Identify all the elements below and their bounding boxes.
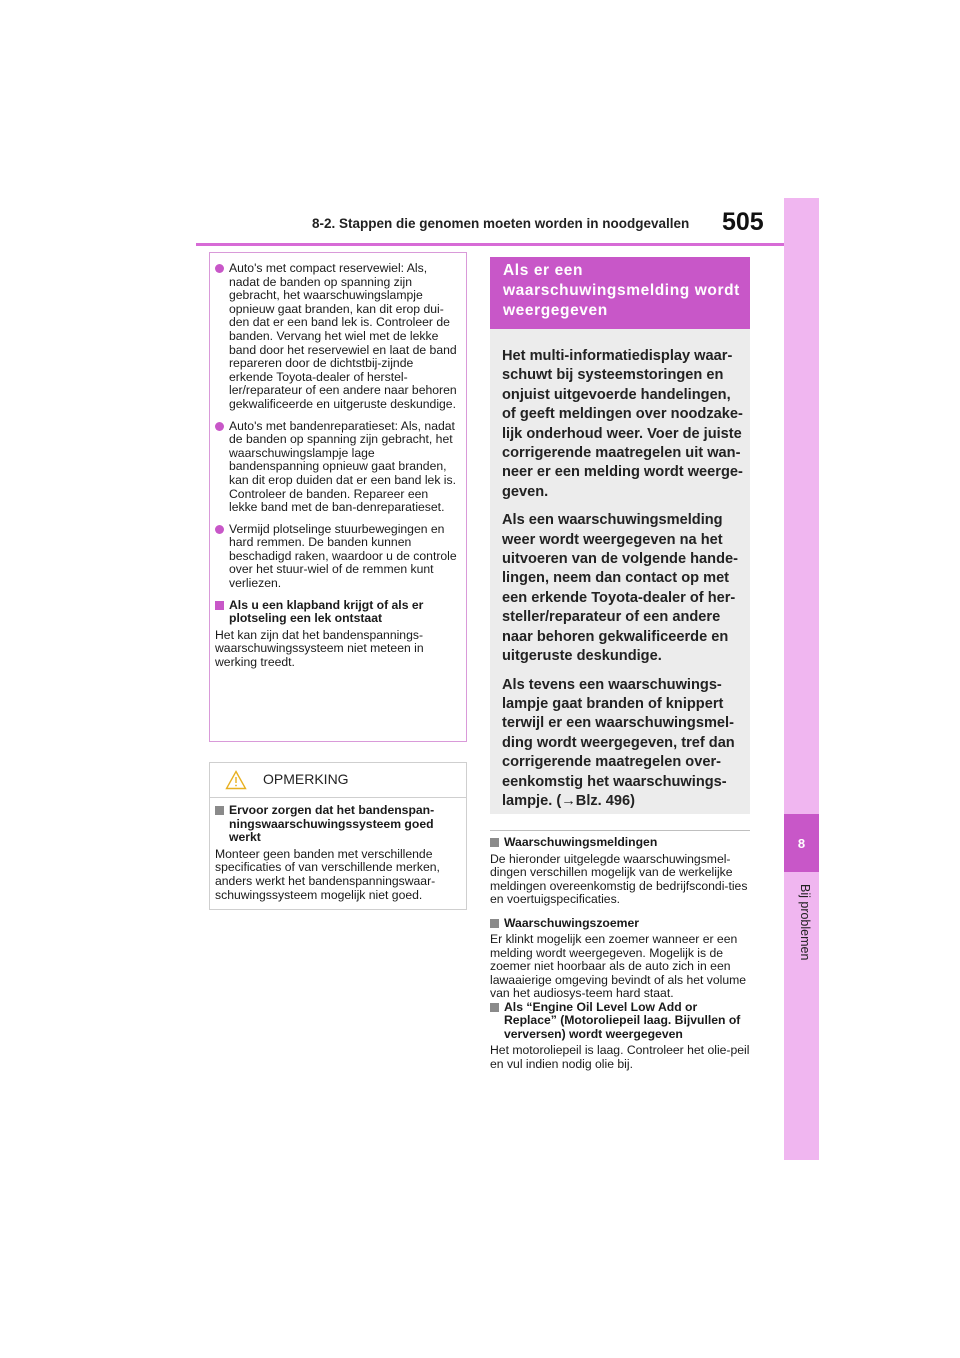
- chapter-side-tab: [784, 198, 819, 1160]
- bullet-icon: [215, 422, 224, 431]
- notice-header: [215, 763, 458, 797]
- notice-paragraph: Monteer geen banden met verschillende specificaties of van verschillende merken, anders werkt het bandenspanningswaar-schuwingssysteem mogelijk niet goed.: [215, 846, 440, 902]
- chapter-number-tab: 8: [784, 814, 819, 872]
- notice-divider: [210, 797, 466, 798]
- summary-paragraph: Als tevens een waarschuwings-lampje gaat branden of knippert terwijl er een waarschuwingsmel-ding wordt weergegeven, tref dan corrigerende maatregelen over-eenkomstig het waarschuwings-lampje. (→Blz. 496): [502, 676, 735, 809]
- list-item: [215, 420, 457, 515]
- subsection-heading-text: Waarschuwingszoemer: [504, 915, 640, 930]
- notice-subheading-text: Ervoor zorgen dat het bandenspan-ningswaarschuwingssysteem goed werkt: [229, 803, 435, 845]
- square-bullet-icon: [490, 919, 499, 928]
- page-number: 505: [722, 208, 764, 236]
- section-title: 8-2. Stappen die genomen moeten worden in noodgevallen: [312, 216, 690, 231]
- notice-box: [209, 762, 467, 910]
- subsection-heading: [490, 1001, 752, 1042]
- square-bullet-icon: [215, 806, 224, 815]
- subsection-text: Het motoroliepeil is laag. Controleer het olie-peil en vul indien nodig olie bij.: [490, 1043, 750, 1071]
- list-item: [215, 262, 457, 412]
- summary-paragraph: Als een waarschuwingsmelding weer wordt weergegeven na het uitvoeren van de volgende hande-lingen, neem dan contact op met een erkende Toyota-dealer of her-steller/reparateur of een andere naar behoren gekwalificeerde en uitgeruste deskundige.: [502, 512, 738, 665]
- bullet-text: Vermijd plotselinge stuurbewegingen en hard remmen. De banden kunnen beschadigd raken, waardoor u de controle over het stuur-wiel of de remmen kunt verliezen.: [229, 521, 457, 591]
- bullet-text: Auto's met bandenreparatieset: Als, nadat de banden op spanning zijn gebracht, het waarschuwingslampje lage bandenspanning opnieuw gaat branden, kan dit erop duiden dat er een band lek is. Controleer de banden. Repareer een lekke band met de ban-denreparatieset.: [229, 418, 456, 515]
- notice-label: OPMERKING: [263, 771, 349, 788]
- bullet-icon: [215, 264, 224, 273]
- bullet-text: Auto's met compact reservewiel: Als, nadat de banden op spanning zijn gebracht, het waarschuwingslampje opnieuw gaat branden, kan dit erop dui-den dat er een band lek is. Controleer de banden. Vervang het wiel met de lekke band door het reservewiel en laat de band repareren door de dichtstbij-zijnde erkende Toyota-dealer of herstel-ler/reparateur of een andere naar behoren gekwalificeerde en uitgeruste deskundige.: [229, 261, 457, 411]
- bullet-icon: [215, 525, 224, 534]
- square-bullet-icon: [490, 1003, 499, 1012]
- subsection-heading-text: Als “Engine Oil Level Low Add or Replace” (Motoroliepeil laag. Bijvullen of verversen) wordt weergegeven: [504, 999, 741, 1041]
- subsection-text: Er klinkt mogelijk een zoemer wanneer er een melding wordt weergegeven. Mogelijk is de zoemer niet hoorbaar als de auto zich in een lawaaierige omgeving bevindt of als het volume van het audiosys-teem hard staat.: [490, 932, 747, 1000]
- section-divider: [490, 830, 750, 831]
- square-bullet-icon: [215, 601, 224, 610]
- square-bullet-icon: [490, 838, 499, 847]
- subsection-heading: [490, 836, 752, 850]
- header-divider: [196, 243, 784, 246]
- info-subheading: [215, 599, 457, 626]
- section-heading: Als er een waarschuwingsmelding wordt weergegeven: [490, 257, 750, 329]
- subsection-heading-text: Waarschuwingsmeldingen: [504, 835, 658, 849]
- notice-subheading: [215, 804, 458, 845]
- chapter-label: Bij problemen: [798, 884, 812, 961]
- warning-triangle-icon: [225, 770, 247, 790]
- subsection-heading: [490, 917, 752, 931]
- summary-box: [490, 329, 750, 814]
- info-subheading-text: Als u een klapband krijgt of als er plotseling een lek ontstaat: [229, 597, 424, 626]
- right-column-text: [490, 836, 752, 1071]
- summary-paragraph: Het multi-informatiedisplay waar-schuwt bij systeemstoringen en onjuist uitgevoerde handelingen, of geeft meldingen over noodzake-lijk onderhoud weer. Voer de juiste corrigerende maatregelen uit wan-neer er een melding wordt weerge-geven.: [502, 348, 743, 500]
- info-box: [209, 252, 467, 742]
- subsection-text: De hieronder uitgelegde waarschuwingsmel-dingen verschillen mogelijk van de werkelijke meldingen overeenkomstig de bedrijfscondi-ties en voertuigspecificaties.: [490, 851, 748, 906]
- info-paragraph: Het kan zijn dat het bandenspannings-waarschuwingssysteem niet meteen in werking treedt.: [215, 627, 424, 670]
- list-item: [215, 523, 457, 591]
